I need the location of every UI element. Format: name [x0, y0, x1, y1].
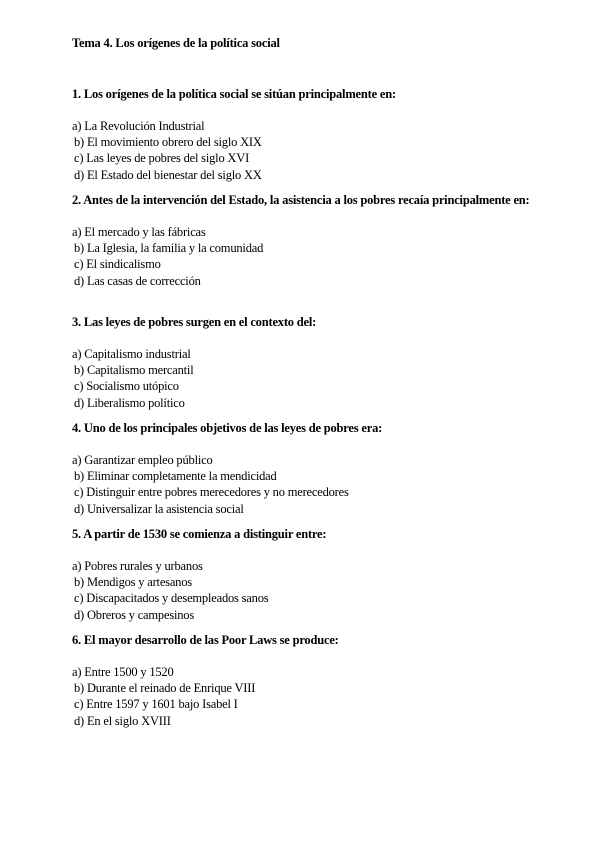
option-c: c) Entre 1597 y 1601 bajo Isabel I — [74, 697, 238, 712]
option-b: b) La Iglesia, la familia y la comunidad — [74, 241, 264, 256]
options-list — [72, 346, 532, 411]
option-a: a) Entre 1500 y 1520 — [72, 665, 174, 679]
question-6 — [72, 633, 532, 729]
options-list — [72, 664, 532, 729]
question-text: 4. Uno de los principales objetivos de las leyes de pobres era: — [72, 421, 383, 435]
question-4 — [72, 421, 532, 517]
question-text: 2. Antes de la intervención del Estado, la asistencia a los pobres recaía principalmente en: — [72, 193, 530, 207]
option-c: c) Discapacitados y desempleados sanos — [74, 591, 269, 606]
question-1 — [72, 87, 532, 183]
option-d: d) Liberalismo político — [74, 395, 185, 410]
option-a: a) Pobres rurales y urbanos — [72, 559, 203, 573]
option-b: b) El movimiento obrero del siglo XIX — [74, 135, 262, 150]
options-list — [72, 118, 532, 183]
option-c: c) Socialismo utópico — [74, 379, 179, 394]
option-d: d) Las casas de corrección — [74, 273, 201, 288]
option-d: d) Obreros y campesinos — [74, 607, 195, 622]
options-list — [72, 558, 532, 623]
question-text: 5. A partir de 1530 se comienza a distinguir entre: — [72, 527, 327, 541]
question-5 — [72, 527, 532, 623]
document-title: Tema 4. Los orígenes de la política social — [72, 36, 280, 50]
option-a: a) Garantizar empleo público — [72, 453, 213, 467]
question-text: 1. Los orígenes de la política social se sitúan principalmente en: — [72, 87, 396, 101]
option-a: a) El mercado y las fábricas — [72, 225, 206, 239]
option-d: d) En el siglo XVIII — [74, 713, 171, 728]
option-b: b) Durante el reinado de Enrique VIII — [74, 681, 256, 696]
question-3 — [72, 315, 532, 411]
option-b: b) Mendigos y artesanos — [74, 575, 192, 590]
question-2 — [72, 193, 532, 289]
option-c: c) El sindicalismo — [74, 257, 161, 272]
question-text: 3. Las leyes de pobres surgen en el contexto del: — [72, 315, 317, 329]
option-a: a) Capitalismo industrial — [72, 347, 191, 361]
option-a: a) La Revolución Industrial — [72, 119, 205, 133]
option-d: d) El Estado del bienestar del siglo XX — [74, 167, 262, 182]
options-list — [72, 224, 532, 289]
option-d: d) Universalizar la asistencia social — [74, 501, 244, 516]
option-c: c) Las leyes de pobres del siglo XVI — [74, 151, 250, 166]
question-text: 6. El mayor desarrollo de las Poor Laws se produce: — [72, 633, 339, 647]
option-b: b) Eliminar completamente la mendicidad — [74, 469, 277, 484]
option-b: b) Capitalismo mercantil — [74, 363, 194, 378]
options-list — [72, 452, 532, 517]
option-c: c) Distinguir entre pobres merecedores y no merecedores — [74, 485, 349, 500]
